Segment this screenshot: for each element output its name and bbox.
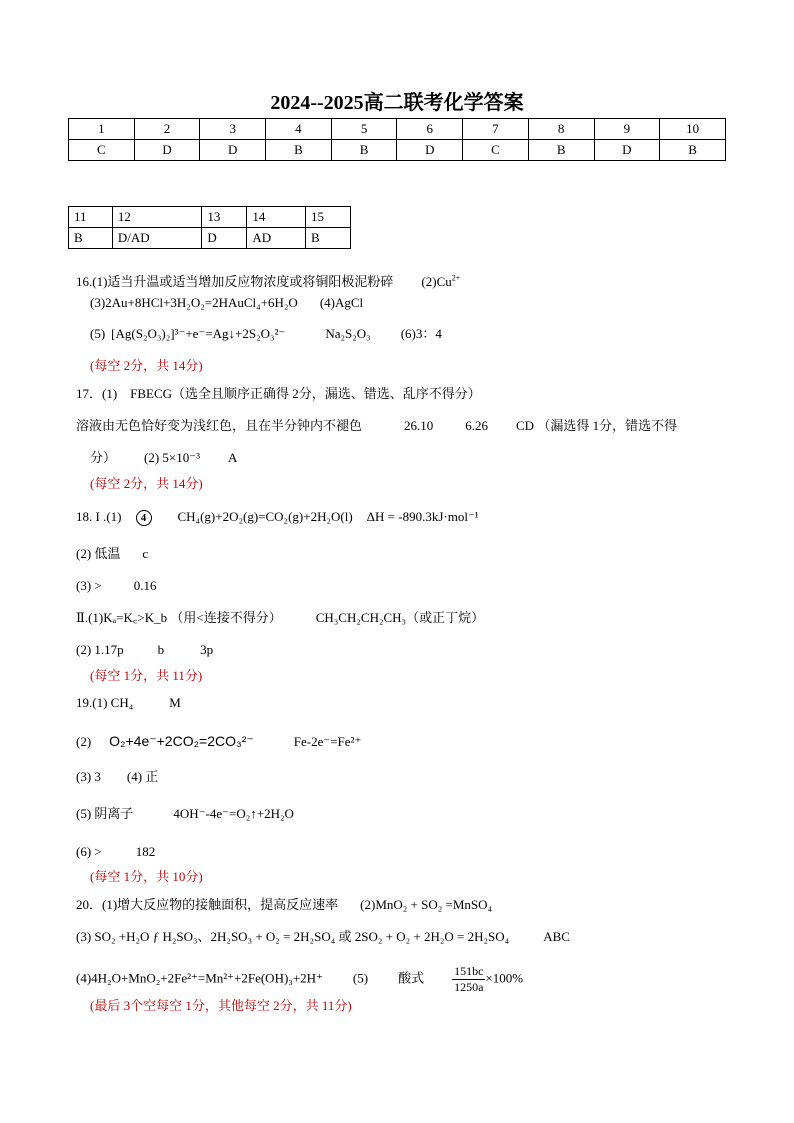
table-cell: D xyxy=(397,140,463,161)
q19-answer-5: (5) 阴离子 xyxy=(76,806,134,821)
q18-score-note: (每空 1分，共 11分) xyxy=(90,668,203,683)
page-title: 2024--2025高二联考化学答案 xyxy=(270,92,524,114)
table-cell: AD xyxy=(247,228,306,249)
table-cell: 4 xyxy=(266,119,332,140)
q18-part2-answer-2c: 3p xyxy=(200,642,214,657)
q17-value-1: 26.10 xyxy=(404,418,434,433)
q19-line-5 xyxy=(76,843,155,861)
table-cell: 5 xyxy=(331,119,397,140)
q17-answer-2: (2) 5×10⁻³ xyxy=(144,450,201,465)
answer-table-2 xyxy=(68,206,351,249)
q16-answer-3-label: (3) xyxy=(90,295,106,310)
table-cell: B xyxy=(69,228,113,249)
q18-answer-3b: 0.16 xyxy=(133,578,157,593)
q20-line-1 xyxy=(76,896,492,914)
q18-line-1 xyxy=(76,508,479,526)
table-cell: 8 xyxy=(528,119,594,140)
table-cell: 13 xyxy=(202,207,247,228)
q20-answer-5-label: (5) xyxy=(352,970,369,986)
table-row xyxy=(69,207,351,228)
q18-answer-2b: c xyxy=(142,546,149,561)
q16-line-3 xyxy=(90,325,442,343)
table-cell: D xyxy=(202,228,247,249)
table-cell: B xyxy=(305,228,350,249)
q20-answer-2: (2)MnO₂ + SO₂ =MnSO₄ xyxy=(360,897,493,912)
table-cell: 3 xyxy=(200,119,266,140)
q19-answer-6: (6) > xyxy=(76,844,102,859)
q18-enthalpy: ΔH = -890.3kJ·mol⁻¹ xyxy=(366,509,479,524)
q19-answer-6b: 182 xyxy=(135,844,156,859)
q18-answer-2: (2) 低温 xyxy=(76,546,121,561)
q19-answer-1: 19.(1) CH₄ xyxy=(76,695,134,710)
q20-answer-5: 酸式 xyxy=(398,970,425,986)
q19-line-3 xyxy=(76,768,158,786)
table-cell: C xyxy=(463,140,529,161)
table-cell: 9 xyxy=(594,119,660,140)
q17-cont: 分） xyxy=(90,450,117,465)
q19-score-note: (每空 1分，共 10分) xyxy=(90,869,203,884)
q20-fraction xyxy=(452,964,485,995)
q16-answer-6: (6)3：4 xyxy=(400,326,442,341)
q16-answer-5-label: (5) xyxy=(90,326,106,341)
q20-line-3 xyxy=(76,964,523,995)
q19-answer-4: (4) 正 xyxy=(126,769,159,784)
q18-part2-answer-2: (2) 1.17p xyxy=(76,642,124,657)
q16-answer-2-charge: 2+ xyxy=(451,273,461,283)
q16-line-2 xyxy=(90,294,363,312)
q19-equation-5: 4OH⁻-4e⁻=O₂↑+2H₂O xyxy=(173,806,294,821)
answer-table-1 xyxy=(68,118,726,161)
q16-answer-1: 16.(1)适当升温或适当增加反应物浓度或将铜阳极泥粉碎 xyxy=(76,274,394,289)
q18-line-3 xyxy=(76,577,157,595)
q18-line-4 xyxy=(76,609,484,627)
q17-endpoint-text: 溶液由无色恰好变为浅红色，且在半分钟内不褪色 xyxy=(76,418,363,433)
q17-line-2 xyxy=(76,417,677,435)
q17-score-note: (每空 2分，共 14分) xyxy=(90,476,203,491)
q16-line-1 xyxy=(76,273,460,291)
q16-answer-5b: Na₂S₂O₃ xyxy=(325,326,371,341)
q16-answer-2: (2)Cu xyxy=(421,274,452,289)
q20-score-note: (最后 3个空每空 1分，其他每空 2分，共 11分) xyxy=(90,998,352,1013)
fraction-denominator: 1250a xyxy=(454,980,484,994)
table-cell: 10 xyxy=(660,119,726,140)
q18-equation: CH₄(g)+2O₂(g)=CO₂(g)+2H₂O(l) xyxy=(177,509,353,524)
table-cell: 11 xyxy=(69,207,113,228)
q19-equation-cathode: O₂+4e⁻+2CO₂=2CO₃²⁻ xyxy=(109,733,254,749)
q17-line-1: 17．(1) FBECG（选全且顺序正确得 2分，漏选、错选、乱序不得分） xyxy=(76,386,481,401)
q18-part2-answer-1b: CH₃CH₂CH₂CH₃（或正丁烷） xyxy=(315,610,485,625)
q16-equation-3: 2Au+8HCl+3H₂O₂=2HAuCl₄+6H₂O xyxy=(105,295,298,310)
q18-answer-3: (3) > xyxy=(76,578,102,593)
q17-value-2: 6.26 xyxy=(465,418,489,433)
q20-answer-1: 20．(1)增大反应物的接触面积，提高反应速率 xyxy=(76,897,339,912)
q19-answer-1b: M xyxy=(169,695,181,710)
table-cell: 6 xyxy=(397,119,463,140)
q16-equation-5: [Ag(S₂O₃)₂]³⁻+e⁻=Ag↓+2S₂O₃²⁻ xyxy=(111,326,286,341)
table-cell: B xyxy=(528,140,594,161)
table-row xyxy=(69,228,351,249)
q20-line-2 xyxy=(76,928,570,946)
q19-line-2 xyxy=(76,732,361,751)
q20-equation-4: (4)4H₂O+MnO₂+2Fe²⁺=Mn²⁺+2Fe(OH)₃+2H⁺ xyxy=(76,970,323,986)
table-row xyxy=(69,119,726,140)
q20-answer-3: (3) SO₂ +H₂O ƒ H₂SO₃、2H₂SO₃ + O₂ = 2H₂SO₄ 或 2SO₂ + O₂ + 2H₂O = 2H₂SO₄ xyxy=(76,929,510,944)
q17-answer-3: A xyxy=(228,450,238,465)
table-cell: B xyxy=(266,140,332,161)
table-cell: 12 xyxy=(112,207,201,228)
table-cell: D/AD xyxy=(112,228,201,249)
q19-line-4 xyxy=(76,805,294,823)
table-cell: D xyxy=(200,140,266,161)
table-cell: 7 xyxy=(463,119,529,140)
fraction-suffix: ×100% xyxy=(485,970,524,986)
q18-line-5 xyxy=(76,641,213,659)
q17-value-3: CD （漏选得 1分，错选不得 xyxy=(516,418,678,433)
q16-answer-4: (4)AgCl xyxy=(319,295,364,310)
q16-score-note: (每空 2分，共 14分) xyxy=(90,358,203,373)
table-cell: 14 xyxy=(247,207,306,228)
table-row xyxy=(69,140,726,161)
q20-answer-3b: ABC xyxy=(543,929,570,944)
q19-answer-3: (3) 3 xyxy=(76,769,101,784)
table-cell: B xyxy=(660,140,726,161)
q19-equation-anode: Fe-2e⁻=Fe²⁺ xyxy=(293,734,362,749)
q18-part2-answer-2b: b xyxy=(157,642,165,657)
q19-answer-2-label: (2) xyxy=(76,734,92,749)
table-cell: C xyxy=(69,140,135,161)
table-cell: D xyxy=(594,140,660,161)
q18-part2-answer-1: Ⅱ.(1)Kₐ=K꜀>K_b （用<连接不得分） xyxy=(76,610,282,625)
table-cell: D xyxy=(134,140,200,161)
table-cell: 1 xyxy=(69,119,135,140)
q18-label: 18. I .(1) xyxy=(76,509,122,524)
table-cell: B xyxy=(331,140,397,161)
circled-number: 4 xyxy=(136,510,152,526)
q17-line-3 xyxy=(90,449,237,467)
table-cell: 15 xyxy=(305,207,350,228)
table-cell: 2 xyxy=(134,119,200,140)
fraction-numerator: 151bc xyxy=(454,964,484,978)
q19-line-1 xyxy=(76,694,181,712)
q18-line-2 xyxy=(76,545,148,563)
